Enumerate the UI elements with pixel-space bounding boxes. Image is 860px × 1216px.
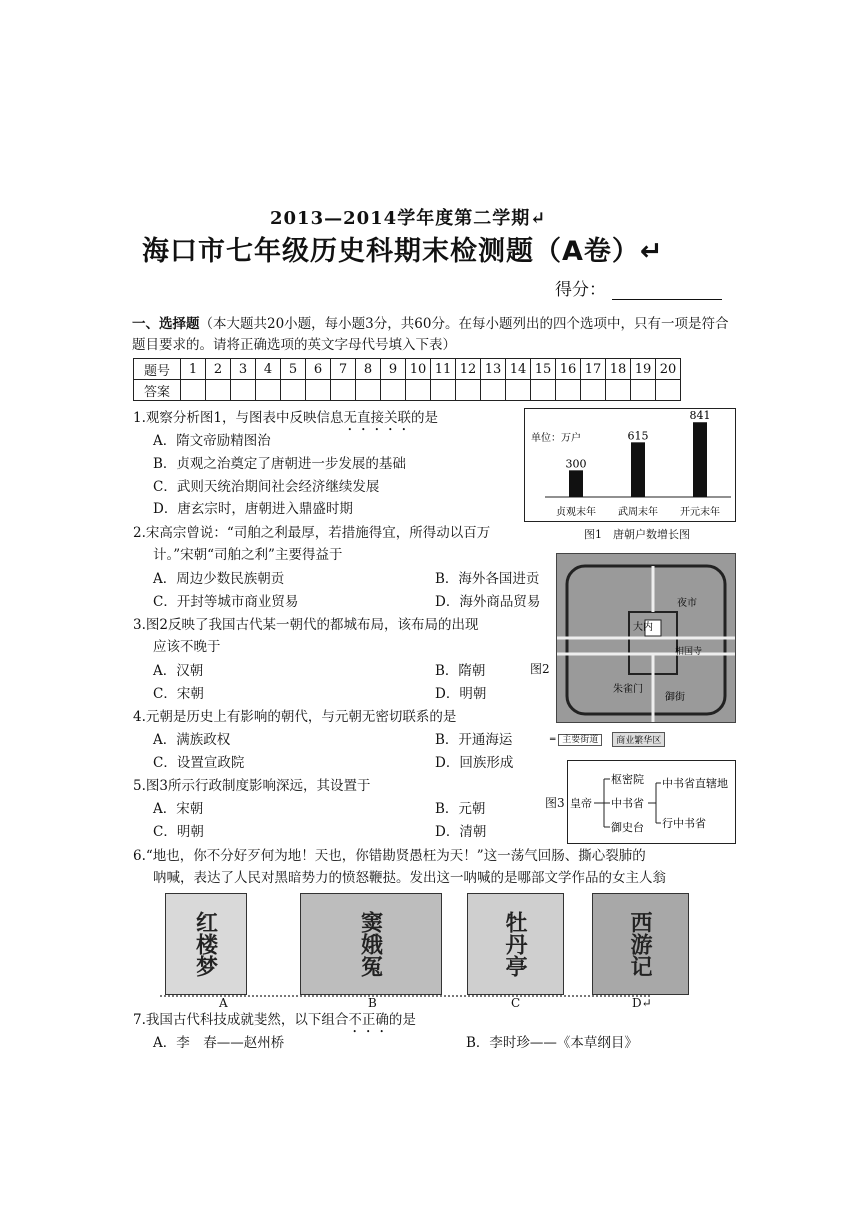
exam-term: 2013—2014学年度第二学期↵ bbox=[270, 208, 547, 229]
qnum: 12 bbox=[456, 359, 481, 380]
number-row bbox=[134, 359, 681, 380]
figure1-chart bbox=[524, 408, 736, 522]
svg-text:大内: 大内 bbox=[633, 622, 653, 633]
bar-chart bbox=[525, 409, 735, 521]
qnum: 18 bbox=[606, 359, 631, 380]
answer-cell[interactable] bbox=[206, 380, 231, 401]
qnum: 10 bbox=[406, 359, 431, 380]
answer-cell[interactable] bbox=[581, 380, 606, 401]
qnum: 16 bbox=[556, 359, 581, 380]
q1-option-a[interactable]: A．隋文帝励精图治 bbox=[153, 433, 271, 449]
category-label: 贞观末年 bbox=[556, 507, 596, 518]
answer-cell[interactable] bbox=[306, 380, 331, 401]
node-provinces: 行中书省 bbox=[662, 817, 706, 830]
qnum: 4 bbox=[256, 359, 281, 380]
qnum: 15 bbox=[531, 359, 556, 380]
answer-row bbox=[134, 380, 681, 401]
book-cover-c[interactable]: 牡丹亭 bbox=[467, 893, 564, 995]
answer-cell[interactable] bbox=[656, 380, 681, 401]
answer-cell[interactable] bbox=[556, 380, 581, 401]
question-6-line2: 呐喊，表达了人民对黑暗势力的愤怒鞭挞。发出这一呐喊的是哪部文学作品的女主人翁 bbox=[153, 870, 666, 886]
q4-option-c[interactable]: C．设置宣政院 bbox=[153, 755, 245, 771]
legend-main-street: ═ 主要街道 bbox=[550, 732, 602, 747]
svg-text:夜市: 夜市 bbox=[677, 598, 697, 609]
answer-cell[interactable] bbox=[481, 380, 506, 401]
q1-option-d[interactable]: D．唐玄宗时，唐朝进入鼎盛时期 bbox=[153, 501, 353, 517]
svg-text:御街: 御街 bbox=[665, 692, 685, 703]
score-blank[interactable] bbox=[612, 283, 722, 300]
q1-option-b[interactable]: B．贞观之治奠定了唐朝进一步发展的基础 bbox=[153, 456, 406, 472]
dotted-divider bbox=[160, 995, 650, 997]
question-7: 7.我国古代科技成就斐然，以下组合不正确的是 bbox=[133, 1012, 416, 1028]
bar-开元末年 bbox=[693, 422, 707, 497]
figure2-label: 图2 bbox=[530, 662, 550, 676]
unit-label: 单位：万户 bbox=[531, 433, 581, 444]
qnum: 8 bbox=[356, 359, 381, 380]
answer-cell[interactable] bbox=[531, 380, 556, 401]
svg-text:相国寺: 相国寺 bbox=[675, 647, 703, 657]
figure3-diagram bbox=[567, 760, 736, 844]
q7-option-b[interactable]: B．李时珍——《本草纲目》 bbox=[466, 1035, 638, 1051]
qnum: 3 bbox=[231, 359, 256, 380]
answer-table bbox=[133, 358, 681, 401]
score-label: 得分： bbox=[555, 280, 606, 300]
admin-diagram bbox=[568, 761, 735, 843]
question-4: 4.元朝是历史上有影响的朝代，与元朝无密切联系的是 bbox=[133, 709, 457, 725]
figure3-label: 图3 bbox=[545, 796, 565, 810]
answer-cell[interactable] bbox=[356, 380, 381, 401]
q4-option-d[interactable]: D．回族形成 bbox=[435, 755, 514, 771]
book-cover-a[interactable]: 红楼梦 bbox=[165, 893, 247, 995]
qnum: 17 bbox=[581, 359, 606, 380]
qnum: 14 bbox=[506, 359, 531, 380]
data-label: 615 bbox=[627, 429, 649, 443]
qnum: 11 bbox=[431, 359, 456, 380]
qnum: 5 bbox=[281, 359, 306, 380]
q3-option-c[interactable]: C．宋朝 bbox=[153, 686, 204, 702]
qnum: 19 bbox=[631, 359, 656, 380]
figure2-map bbox=[556, 553, 736, 723]
node-privy-council: 枢密院 bbox=[611, 773, 644, 786]
question-3: 3.图2反映了我国古代某一朝代的都城布局，该布局的出现 bbox=[133, 617, 479, 633]
answer-cell[interactable] bbox=[631, 380, 656, 401]
qnum: 7 bbox=[331, 359, 356, 380]
answer-cell[interactable] bbox=[381, 380, 406, 401]
q7-option-a[interactable]: A．李 春——赵州桥 bbox=[153, 1035, 285, 1051]
q2-option-a[interactable]: A．周边少数民族朝贡 bbox=[153, 571, 285, 587]
exam-title: 海口市七年级历史科期末检测题（A卷）↵ bbox=[142, 236, 664, 267]
answer-cell[interactable] bbox=[506, 380, 531, 401]
answer-cell[interactable] bbox=[606, 380, 631, 401]
category-label: 武周末年 bbox=[618, 507, 658, 518]
bar-贞观末年 bbox=[569, 470, 583, 497]
qnum: 6 bbox=[306, 359, 331, 380]
q3-option-a[interactable]: A．汉朝 bbox=[153, 663, 204, 679]
q1-option-c[interactable]: C．武则天统治期间社会经济继续发展 bbox=[153, 479, 380, 495]
q2-option-d[interactable]: D．海外商品贸易 bbox=[435, 594, 541, 610]
q5-option-c[interactable]: C．明朝 bbox=[153, 824, 204, 840]
section-title: 一、选择题 bbox=[132, 316, 200, 332]
question-6: 6.“地也，你不分好歹何为地！天也，你错勘贤愚枉为天！”这一荡气回肠、撕心裂肺的 bbox=[133, 848, 646, 864]
score-field bbox=[555, 275, 722, 300]
qnum: 13 bbox=[481, 359, 506, 380]
q3-option-d[interactable]: D．明朝 bbox=[435, 686, 487, 702]
book-cover-d[interactable]: 西游记 bbox=[592, 893, 689, 995]
svg-text:朱雀门: 朱雀门 bbox=[613, 684, 643, 695]
qnum: 20 bbox=[656, 359, 681, 380]
figure2-legend bbox=[550, 732, 665, 747]
q4-option-a[interactable]: A．满族政权 bbox=[153, 732, 231, 748]
answer-cell[interactable] bbox=[406, 380, 431, 401]
section-heading bbox=[132, 314, 732, 356]
question-2-line2: 计。”宋朝“司舶之利”主要得益于 bbox=[153, 547, 343, 563]
q6-option-a[interactable]: A bbox=[219, 996, 228, 1010]
city-map bbox=[557, 554, 735, 722]
q5-option-b[interactable]: B．元朝 bbox=[435, 801, 486, 817]
question-3-line2: 应该不晚于 bbox=[153, 639, 221, 655]
question-5: 5.图3所示行政制度影响深远，其设置于 bbox=[133, 778, 371, 794]
section-instructions: （本大题共20小题，每小题3分，共60分。在每小题列出的四个选项中，只有一项是符合题目要求的。请将正确选项的英文字母代号填入下表） bbox=[132, 316, 729, 353]
node-direct-area: 中书省直辖地 bbox=[662, 777, 728, 790]
q5-option-a[interactable]: A．宋朝 bbox=[153, 801, 204, 817]
bar-武周末年 bbox=[631, 442, 645, 497]
qnum: 1 bbox=[181, 359, 206, 380]
answer-row-label: 答案 bbox=[134, 380, 181, 401]
q6-option-c[interactable]: C bbox=[511, 996, 521, 1010]
answer-cell[interactable] bbox=[281, 380, 306, 401]
node-secretariat: 中书省 bbox=[611, 797, 644, 810]
data-label: 300 bbox=[565, 457, 587, 471]
qnum: 2 bbox=[206, 359, 231, 380]
answer-cell[interactable] bbox=[331, 380, 356, 401]
question-1: 1.观察分析图1，与图表中反映信息无直接关联的是 bbox=[133, 410, 438, 426]
q2-option-c[interactable]: C．开封等城市商业贸易 bbox=[153, 594, 299, 610]
q2-option-b[interactable]: B．海外各国进贡 bbox=[435, 571, 540, 587]
qnum: 9 bbox=[381, 359, 406, 380]
q6-option-b[interactable]: B bbox=[368, 996, 377, 1010]
question-2: 2.宋高宗曾说：“司舶之利最厚，若措施得宜，所得动以百万 bbox=[133, 525, 491, 541]
answer-cell[interactable] bbox=[431, 380, 456, 401]
answer-cell[interactable] bbox=[256, 380, 281, 401]
answer-cell[interactable] bbox=[456, 380, 481, 401]
q3-option-b[interactable]: B．隋朝 bbox=[435, 663, 486, 679]
answer-cell[interactable] bbox=[181, 380, 206, 401]
number-row-label: 题号 bbox=[134, 359, 181, 380]
answer-cell[interactable] bbox=[231, 380, 256, 401]
q5-option-d[interactable]: D．清朝 bbox=[435, 824, 487, 840]
q6-option-d[interactable]: D↵ bbox=[632, 996, 652, 1010]
legend-commercial: 商业繁华区 bbox=[612, 732, 665, 747]
data-label: 841 bbox=[689, 409, 711, 423]
node-censorate: 御史台 bbox=[611, 821, 644, 834]
category-label: 开元末年 bbox=[680, 507, 720, 518]
node-emperor: 皇帝 bbox=[570, 797, 592, 810]
book-cover-b[interactable]: 窦娥冤 bbox=[300, 893, 442, 995]
q4-option-b[interactable]: B．开通海运 bbox=[435, 732, 513, 748]
figure1-caption: 图1 唐朝户数增长图 bbox=[584, 528, 690, 541]
